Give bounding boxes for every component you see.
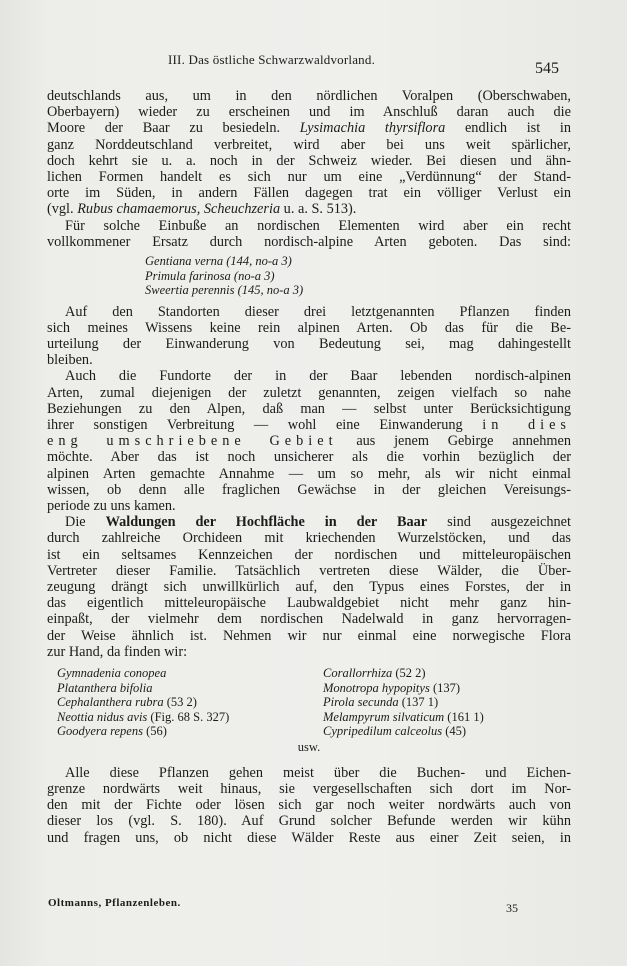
spaced-emphasis: in dies xyxy=(482,416,571,433)
list-item: Melampyrum silvaticum (161 1) xyxy=(323,709,484,724)
list-item: Corallorrhiza (52 2) xyxy=(323,666,426,680)
text-line: Die Waldungen der Hochfläche in der Baar sind ausgezeichnet xyxy=(65,514,571,531)
footer-author-title: Oltmanns, Pflanzenleben. xyxy=(48,897,181,909)
text-line: Alle diese Pflanzen gehen meist über die Buchen- und Eichen- xyxy=(65,764,571,781)
text-line: doch kehrt sie u. a. noch in der Schweiz wieder. Bei diesen und ähn- xyxy=(47,152,571,169)
text-line: ist ein seltsames Kennzeichen der nordischen und mitteleuropäischen xyxy=(47,546,571,563)
list-item: Monotropa hypopitys (137) xyxy=(323,680,461,695)
list-item: Gymnadenia conopea xyxy=(57,666,167,680)
text-line: wissen, ob denn alle fraglichen Gewächse in der gleichen Vereisungs- xyxy=(47,481,571,498)
text-line: der Weise ähnlich ist. Nehmen wir nur einmal eine norwegische Flora xyxy=(47,627,571,644)
text-line: zeugung drängt sich unwillkürlich auf, den Typus eines Forstes, der in xyxy=(47,578,571,595)
text-line: eng umschriebene Gebiet aus jenem Gebirge annehmen xyxy=(47,433,571,450)
list-item: Pirola secunda (137 1) xyxy=(323,695,439,709)
text-line: Oberbayern) wieder zu erscheinen und im Anschluß daran auch die xyxy=(47,104,571,121)
list-continuation: usw. xyxy=(297,739,321,754)
text-line: möchte. Aber das ist noch unsicherer als die vorhin bezüglich der xyxy=(47,449,571,466)
text-line: ganz Norddeutschland verbreitet, wird aber bei uns weit spärlicher, xyxy=(47,136,571,153)
species-list-2 xyxy=(47,666,571,739)
text-line: vollkommener Ersatz durch nordisch-alpine Arten geboten. Das sind: xyxy=(47,233,571,250)
text-line: und fragen uns, ob nicht diese Wälder Reste aus einer Zeit seien, in xyxy=(47,829,571,846)
text-line: grenze nordwärts weit hinaus, sie vergesellschaften sich dort im Nor- xyxy=(47,780,571,797)
paragraph-3 xyxy=(47,368,571,514)
list-item: Cephalanthera rubra (53 2) xyxy=(57,695,197,709)
list-item: Neottia nidus avis (Fig. 68 S. 327) xyxy=(57,709,230,724)
running-head: III. Das östliche Schwarzwaldvorland. xyxy=(168,52,376,67)
page-number: 545 xyxy=(535,60,559,77)
text-line: zur Hand, da finden wir: xyxy=(47,643,188,660)
text-line: Arten, zumal diejenigen der zuletzt genannten, zeigen vielfach so nahe xyxy=(47,384,571,401)
footer-signature: 35 xyxy=(506,901,518,915)
text-line: Beziehungen zu den Alpen, daß man — selbst unter Berücksichtigung xyxy=(47,400,571,417)
paragraph-5 xyxy=(47,765,571,846)
text-line: dieser los (vgl. S. 180). Auf Grund solcher Befunde werden wir kühn xyxy=(47,813,571,830)
list-item: Platanthera bifolia xyxy=(57,680,153,695)
text-line: Für solche Einbuße an nordischen Elementen wird aber ein recht xyxy=(65,217,571,234)
section-heading-inline: Waldungen der Hochfläche in der Baar xyxy=(105,514,428,531)
list-item: Goodyera repens (56) xyxy=(57,724,167,738)
species-name: Rubus chamaemorus, Scheuchzeria xyxy=(77,201,281,218)
list-item: Cypripedilum calceolus (45) xyxy=(323,724,467,738)
species-column-right xyxy=(309,666,571,739)
paragraph-2 xyxy=(47,304,571,369)
text-line: (vgl. Rubus chamaemorus, Scheuchzeria u. a. S. 513). xyxy=(47,201,357,218)
text-line: bleiben. xyxy=(47,352,93,369)
text-line: Vertreter dieser Familie. Tatsächlich vertreten diese Wälder, die Über- xyxy=(47,562,571,579)
text-line: sich meines Wissens keine rein alpinen Arten. Ob das für die Be- xyxy=(47,319,571,336)
list-item: Primula farinosa (no-a 3) xyxy=(145,268,275,283)
list-item: Gentiana verna (144, no-a 3) xyxy=(145,254,292,269)
species-list-1 xyxy=(145,254,571,298)
spaced-emphasis: eng umschriebene Gebiet xyxy=(47,433,338,450)
text-line: Moore der Baar zu besiedeln. Lysimachia thyrsiflora endlich ist in xyxy=(47,120,571,137)
text-line: Auf den Standorten dieser drei letztgenannten Pflanzen finden xyxy=(65,303,571,320)
text-line: periode zu uns kamen. xyxy=(47,497,176,514)
paragraph-4 xyxy=(47,514,571,660)
text-line: durch zahlreiche Orchideen mit kriechenden Wurzelstöcken, und das xyxy=(47,530,571,547)
text-line: orte im Süden, in andern Fällen dagegen trat ein völliger Verlust ein xyxy=(47,185,571,202)
text-line: deutschlands aus, um in den nördlichen Voralpen (Oberschwaben, xyxy=(47,88,571,104)
text-line: urteilung der Einwanderung von Bedeutung sei, mag dahingestellt xyxy=(47,335,571,352)
page-footer xyxy=(48,897,572,915)
text-line: einpaßt, der vielmehr dem nordischen Nadelwald in ganz hervorragen- xyxy=(47,611,571,628)
list-item: Sweertia perennis (145, no-a 3) xyxy=(145,283,304,298)
text-line: Auch die Fundorte der in der Baar lebenden nordisch-alpinen xyxy=(65,368,571,385)
text-line: das eigentlich mitteleuropäische Laubwaldgebiet nicht mehr ganz hin- xyxy=(47,595,571,612)
text-line: ihrer sonstigen Verbreitung — wohl eine Einwanderung in dies xyxy=(47,416,571,433)
species-name: Lysimachia thyrsiflora xyxy=(299,120,446,137)
paragraph-1 xyxy=(47,88,571,250)
page-body xyxy=(47,88,571,846)
text-line: alpinen Arten gemachte Annahme — um so mehr, als wir nicht einmal xyxy=(47,465,571,482)
text-line: den mit der Fichte oder lösen sich gar noch weiter nordwärts auch von xyxy=(47,797,571,814)
text-line: lichen Formen handelt es sich nur um eine „Verdünnung“ der Stand- xyxy=(47,169,571,186)
species-column-left xyxy=(47,666,309,739)
